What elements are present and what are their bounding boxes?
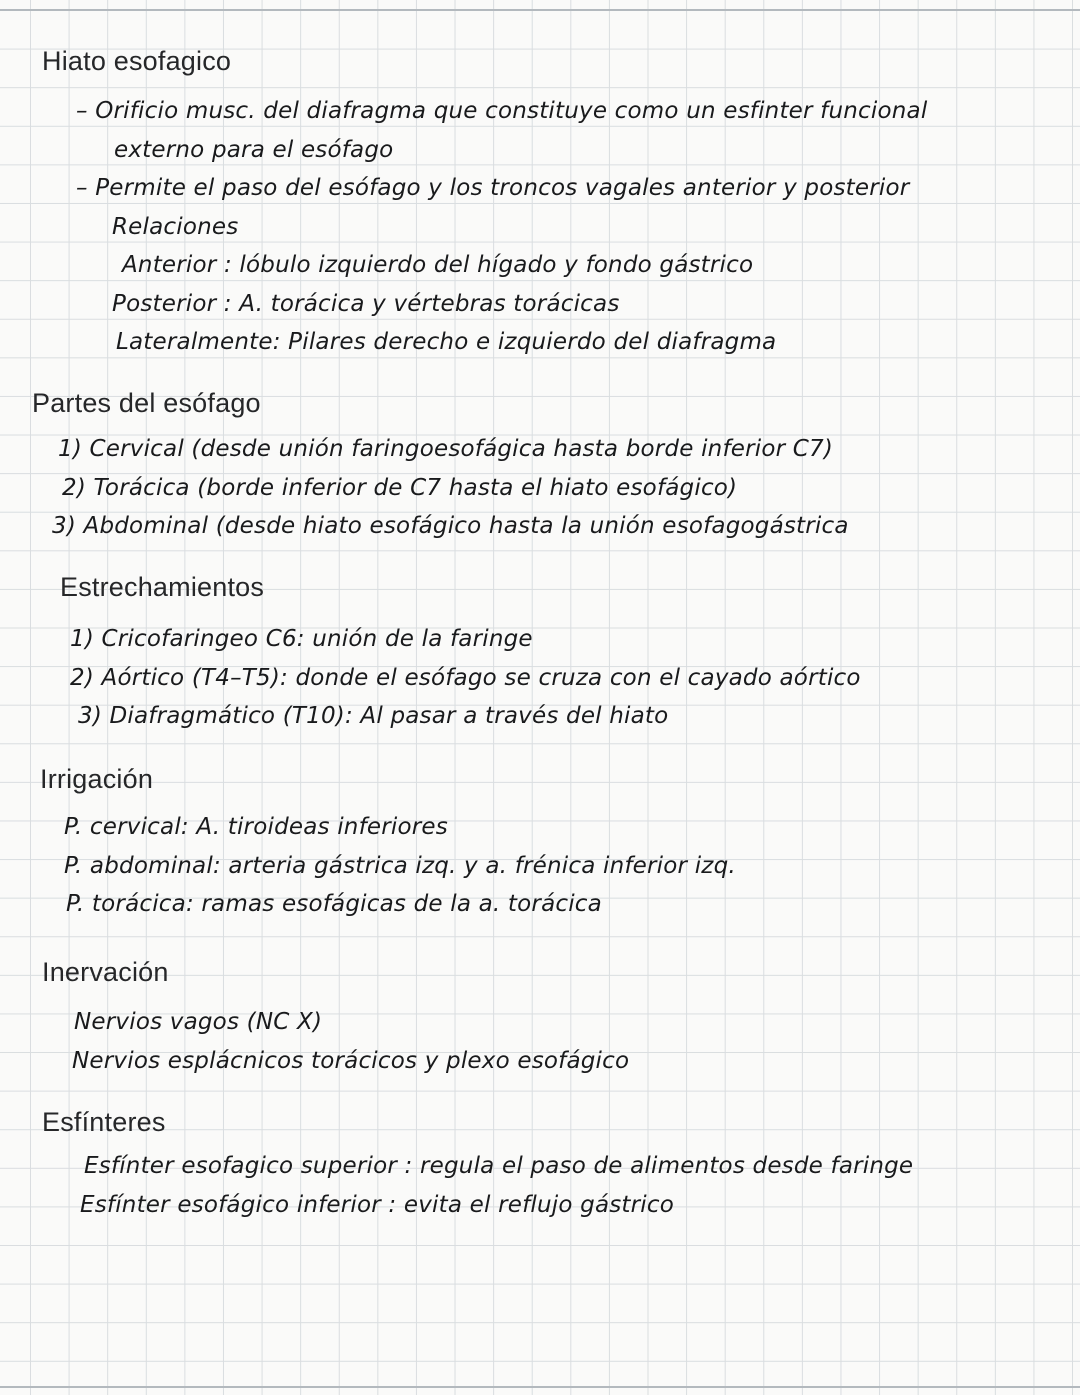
note-line: Nervios esplácnicos torácicos y plexo esofágico: [72, 1047, 630, 1074]
section-esfinteres: [0, 1105, 1080, 1224]
note-line: P. abdominal: arteria gástrica izq. y a. frénica inferior izq.: [64, 852, 736, 879]
note-line: 1) Cricofaringeo C6: unión de la faringe: [70, 626, 533, 652]
section-inervacion: [0, 955, 1080, 1080]
note-line: P. cervical: A. tiroideas inferiores: [64, 814, 448, 840]
note-line: 3) Diafragmático (T10): Al pasar a través del hiato: [78, 703, 669, 729]
section-irrigacion: [0, 762, 1080, 924]
note-line: 2) Torácica (borde inferior de C7 hasta el hiato esofágico): [62, 474, 738, 501]
note-line: P. torácica: ramas esofágicas de la a. torácica: [66, 891, 602, 917]
section-heading: Esfínteres: [42, 1107, 166, 1137]
note-line: externo para el esófago: [114, 136, 394, 163]
section-hiato-esofagico: [0, 44, 1080, 362]
note-line: Posterior : A. torácica y vértebras torácicas: [112, 290, 620, 317]
note-line: Lateralmente: Pilares derecho e izquierdo del diafragma: [116, 329, 777, 355]
note-line: 1) Cervical (desde unión faringoesofágica hasta borde inferior C7): [58, 436, 834, 462]
note-line: Nervios vagos (NC X): [74, 1009, 323, 1035]
note-line: – Orificio musc. del diafragma que constituye como un esfinter funcional: [76, 98, 928, 124]
section-heading: Inervación: [42, 957, 169, 987]
note-line: Relaciones: [112, 213, 239, 240]
section-estrechamientos: [0, 570, 1080, 736]
note-line: Esfínter esofagico superior : regula el paso de alimentos desde faringe: [84, 1153, 914, 1179]
page-top-edge: [0, 9, 1080, 11]
note-line: 3) Abdominal (desde hiato esofágico hasta la unión esofagogástrica: [52, 513, 849, 539]
section-heading: Hiato esofagico: [42, 46, 232, 76]
page-bottom-edge: [0, 1386, 1080, 1388]
note-line: 2) Aórtico (T4–T5): donde el esófago se cruza con el cayado aórtico: [70, 664, 861, 691]
note-line: Esfínter esofágico inferior : evita el reflujo gástrico: [80, 1191, 675, 1218]
section-heading: Partes del esófago: [32, 388, 261, 418]
section-partes-del-esofago: [0, 386, 1080, 546]
section-heading: Estrechamientos: [60, 572, 265, 602]
note-line: Anterior : lóbulo izquierdo del hígado y fondo gástrico: [122, 252, 754, 278]
section-heading: Irrigación: [40, 764, 154, 794]
note-line: – Permite el paso del esófago y los troncos vagales anterior y posterior: [76, 175, 910, 201]
